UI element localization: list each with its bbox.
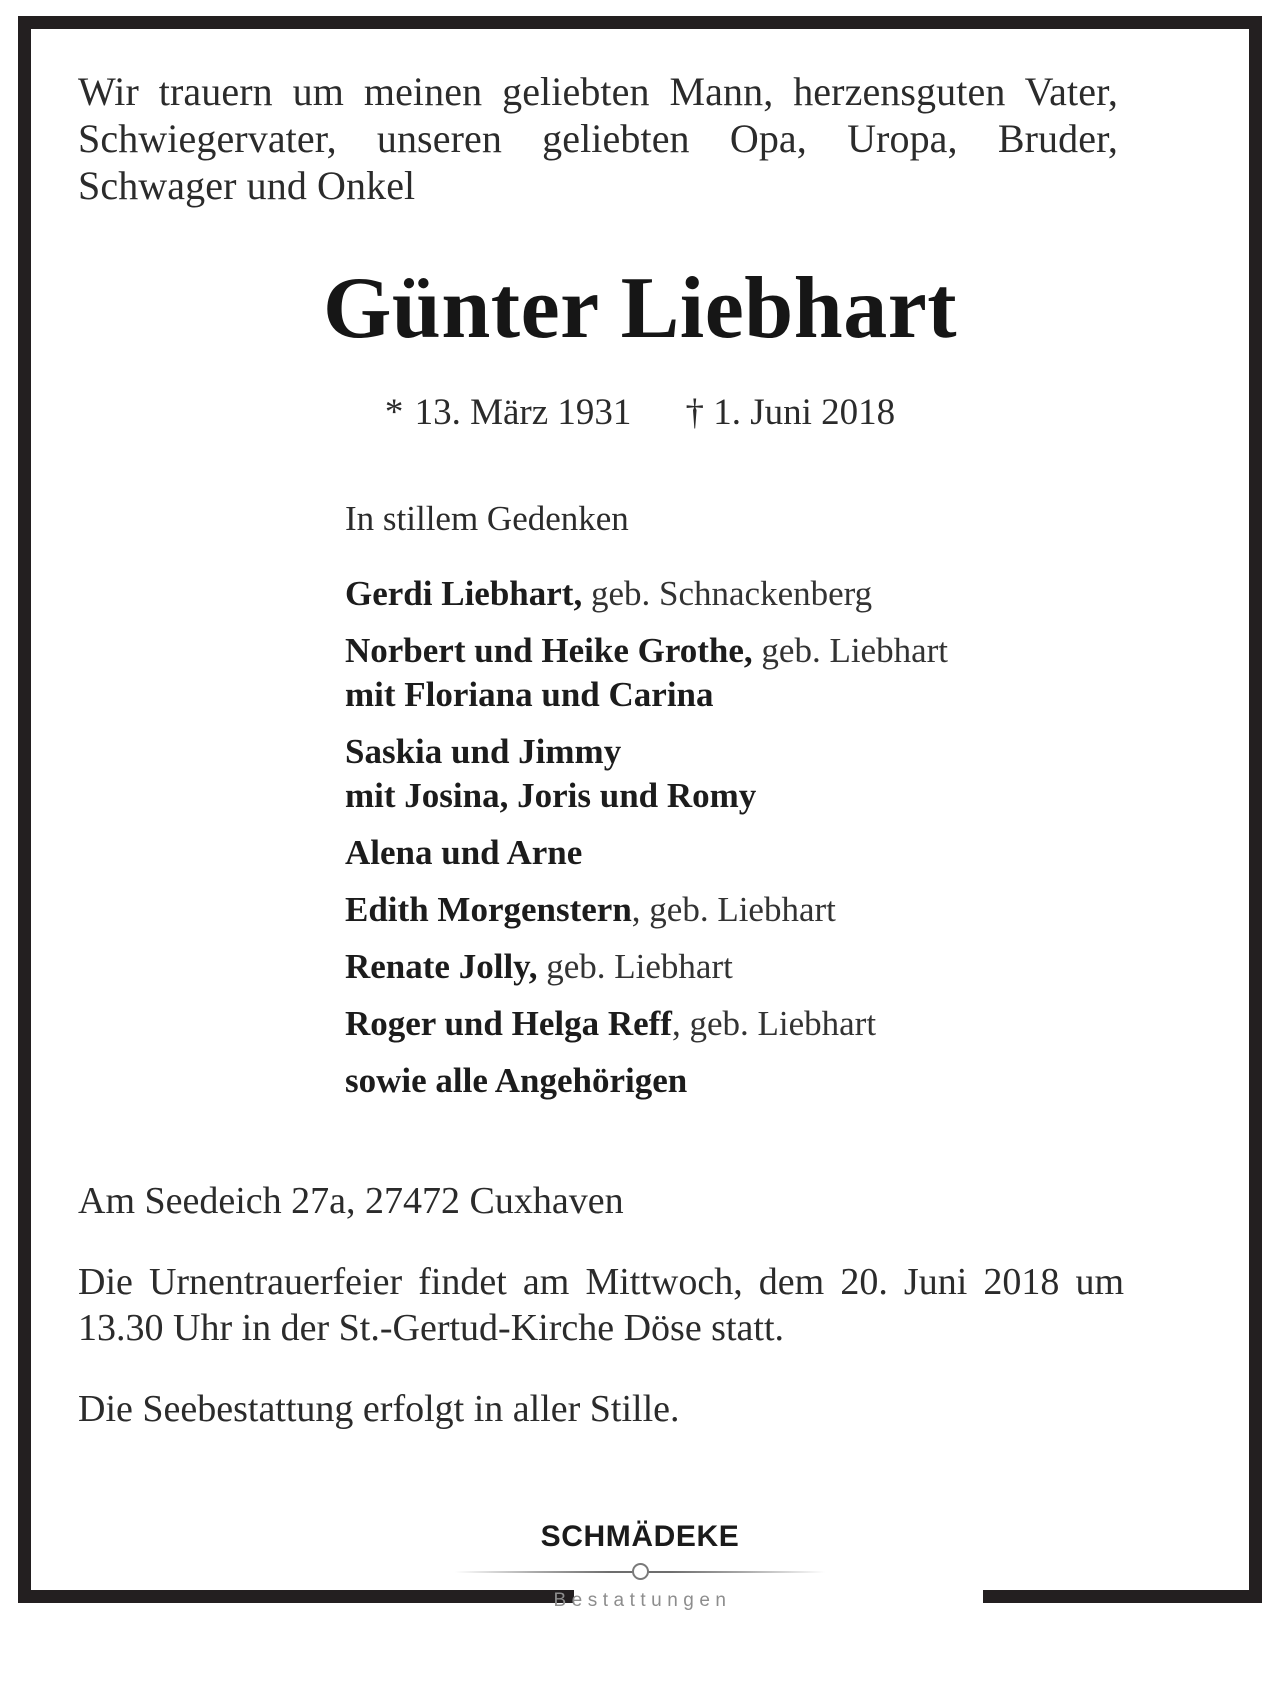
deceased-name: Günter Liebhart — [322, 260, 958, 357]
memorial-heading: In stillem Gedenken — [345, 499, 629, 538]
mourner-entry — [345, 629, 1225, 673]
mourner-maiden-name: geb. Schnackenberg — [582, 574, 873, 613]
frame-border-top — [18, 16, 1262, 29]
mourner-name: Gerdi Liebhart, — [345, 574, 583, 613]
death-date-group — [685, 392, 895, 433]
logo-company-name: SCHMÄDEKE — [540, 1520, 740, 1553]
mourner-maiden-name: , geb. Liebhart — [631, 890, 836, 929]
birth-date-group — [385, 392, 632, 433]
mourner-entry — [345, 1059, 1225, 1103]
frame-border-left — [18, 16, 31, 1603]
intro-text: Wir trauern um meinen geliebten Mann, herzensguten Vater, Schwiegervater, unseren geliebten Opa, Uropa, Bruder, Schwager und Onkel — [78, 69, 1118, 208]
mourner-name: Renate Jolly, — [345, 947, 538, 986]
mourner-maiden-name: geb. Liebhart — [537, 947, 733, 986]
mourner-maiden-name: geb. Liebhart — [752, 631, 949, 670]
death-date: 1. Juni 2018 — [713, 392, 896, 433]
birth-star-icon: * — [384, 392, 406, 433]
memorial-block — [345, 498, 1225, 1116]
mourner-entry — [345, 888, 1225, 932]
mourner-maiden-name: , geb. Liebhart — [671, 1004, 877, 1043]
mourner-list — [345, 572, 1225, 1103]
frame-border-right — [1249, 16, 1262, 1603]
mourner-entry — [345, 774, 1225, 818]
frame-border-bottom-right — [983, 1590, 1262, 1603]
mourner-name: Norbert und Heike Grothe, — [345, 631, 753, 670]
mourner-entry — [345, 673, 1225, 717]
mourner-name: sowie alle Angehörigen — [345, 1061, 688, 1100]
funeral-home-logo — [455, 1520, 825, 1613]
mourner-name: Alena und Arne — [345, 833, 583, 872]
mourner-entry — [345, 572, 1225, 616]
mourner-name: mit Josina, Joris und Romy — [345, 776, 757, 815]
life-dates — [0, 392, 1280, 434]
logo-subtitle: Bestattungen — [553, 1590, 732, 1611]
logo-divider — [455, 1560, 825, 1582]
mourner-entry — [345, 730, 1225, 774]
mourner-name: mit Floriana und Carina — [345, 675, 714, 714]
birth-date: 13. März 1931 — [414, 392, 632, 433]
ring-ornament-icon — [632, 1563, 649, 1580]
mourner-name: Saskia und Jimmy — [345, 732, 622, 771]
mourner-name: Edith Morgenstern — [345, 890, 632, 929]
burial-details: Die Seebestattung erfolgt in aller Stille. — [78, 1388, 680, 1430]
ceremony-details: Die Urnentrauerfeier findet am Mittwoch, dem 20. Juni 2018 um 13.30 Uhr in der St.-Gertud-Kirche Döse statt. — [78, 1261, 1124, 1349]
mourner-entry — [345, 945, 1225, 989]
address-line: Am Seedeich 27a, 27472 Cuxhaven — [78, 1180, 624, 1222]
mourner-entry — [345, 1002, 1225, 1046]
mourner-name: Roger und Helga Reff — [345, 1004, 672, 1043]
closing-block — [78, 1178, 1124, 1432]
cross-icon: † — [685, 392, 704, 433]
mourner-entry — [345, 831, 1225, 875]
